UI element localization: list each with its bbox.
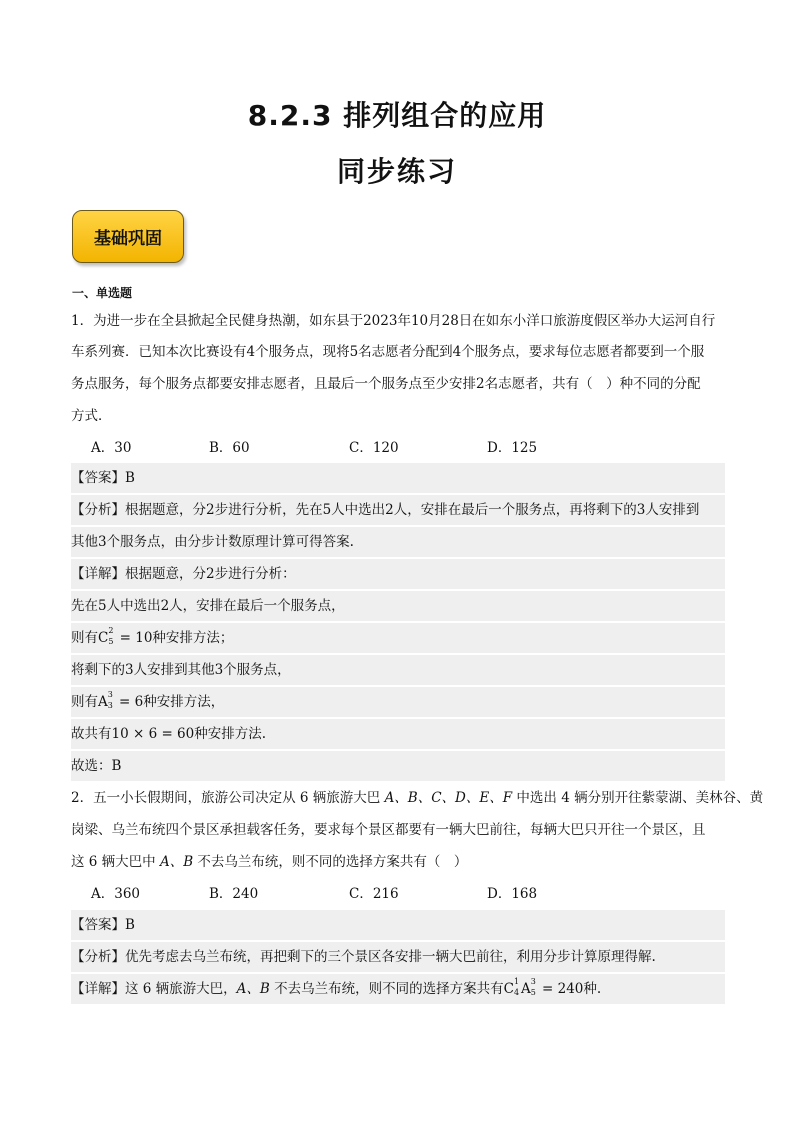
q1-detail: 先在5人中选出2人，安排在最后一个服务点， bbox=[71, 591, 725, 621]
q1-detail-formula: 故共有10 × 6 = 60种安排方法. bbox=[71, 719, 725, 749]
q2-stem-line: 这 6 辆大巴中 A、B 不去乌兰布统，则不同的选择方案共有（ ） bbox=[71, 854, 468, 870]
analysis-tag: 【分析】 bbox=[71, 949, 125, 965]
product-formula: 10 × 6 = 60 bbox=[111, 726, 195, 742]
analysis-tag: 【分析】 bbox=[71, 502, 125, 518]
q2-answer: 【答案】B bbox=[71, 910, 725, 940]
q1-detail: 【详解】根据题意，分2步进行分析： bbox=[71, 559, 725, 589]
q2-option-b: B．240 bbox=[209, 886, 259, 902]
q1-detail: 将剩下的3人安排到其他3个服务点， bbox=[71, 655, 725, 685]
q2-option-a: A．360 bbox=[91, 886, 141, 902]
q1-option-c: C．120 bbox=[349, 440, 399, 456]
q1-option-a: A．30 bbox=[91, 440, 132, 456]
q2-detail-formula: 【详解】这 6 辆旅游大巴，A、B 不去乌兰布统，则不同的选择方案共有C 1 4 A 3 5 = 240种. bbox=[71, 974, 725, 1004]
q2-stem-line: 岗梁、乌兰布统四个景区承担载客任务，要求每个景区都要有一辆大巴前往，每辆大巴只开往一个景区，且 bbox=[71, 822, 706, 838]
q1-conclusion: 故选：B bbox=[71, 751, 725, 781]
q1-option-d: D．125 bbox=[487, 440, 538, 456]
q1-analysis: 【分析】根据题意，分2步进行分析，先在5人中选出2人，安排在最后一个服务点，再将剩下的3人安排到 bbox=[71, 495, 725, 525]
selection-formula: C 1 4 A 3 5 = 240 bbox=[503, 977, 584, 997]
q1-option-b: B．60 bbox=[209, 440, 250, 456]
q2-stem-line: 2．五一小长假期间，旅游公司决定从 6 辆旅游大巴 A、B、C、D、E、F 中选出 4 辆分别开往紫蒙湖、美林谷、黄 bbox=[71, 790, 764, 806]
arrangement-formula: A 3 3 = 6 bbox=[98, 690, 144, 710]
q1-answer: 【答案】B bbox=[71, 463, 725, 493]
document-subtitle: 同步练习 bbox=[336, 155, 457, 188]
q1-options bbox=[71, 433, 725, 463]
combination-formula: C 2 5 = 10 bbox=[98, 626, 153, 646]
section-heading: 一、单选题 bbox=[72, 286, 133, 300]
q1-stem-line: 车系列赛．已知本次比赛设有4个服务点，现将5名志愿者分配到4个服务点，要求每位志愿者都要到一个服 bbox=[71, 344, 705, 360]
q1-stem-line: 1．为进一步在全县掀起全民健身热潮，如东县于2023年10月28日在如东小洋口旅游度假区举办大运河自行 bbox=[71, 313, 716, 329]
detail-tag: 【详解】 bbox=[71, 981, 125, 997]
q1-analysis: 其他3个服务点，由分步计数原理计算可得答案. bbox=[71, 527, 725, 557]
detail-tag: 【详解】 bbox=[71, 566, 125, 582]
q2-option-c: C．216 bbox=[349, 886, 399, 902]
q1-stem-line: 务点服务，每个服务点都要安排志愿者，且最后一个服务点至少安排2名志愿者，共有（ ）种不同的分配 bbox=[71, 376, 701, 392]
q1-detail-formula: 则有C 2 5 = 10种安排方法； bbox=[71, 623, 725, 653]
section-badge: 基础巩固 bbox=[72, 210, 184, 263]
document-title: 8.2.3 排列组合的应用 bbox=[247, 99, 547, 132]
q2-analysis: 【分析】优先考虑去乌兰布统，再把剩下的三个景区各安排一辆大巴前往，利用分步计算原理得解. bbox=[71, 942, 725, 972]
q2-options bbox=[71, 879, 725, 909]
q2-option-d: D．168 bbox=[487, 886, 538, 902]
q1-stem-line: 方式． bbox=[71, 408, 112, 424]
q1-detail-formula: 则有A 3 3 = 6种安排方法， bbox=[71, 687, 725, 717]
